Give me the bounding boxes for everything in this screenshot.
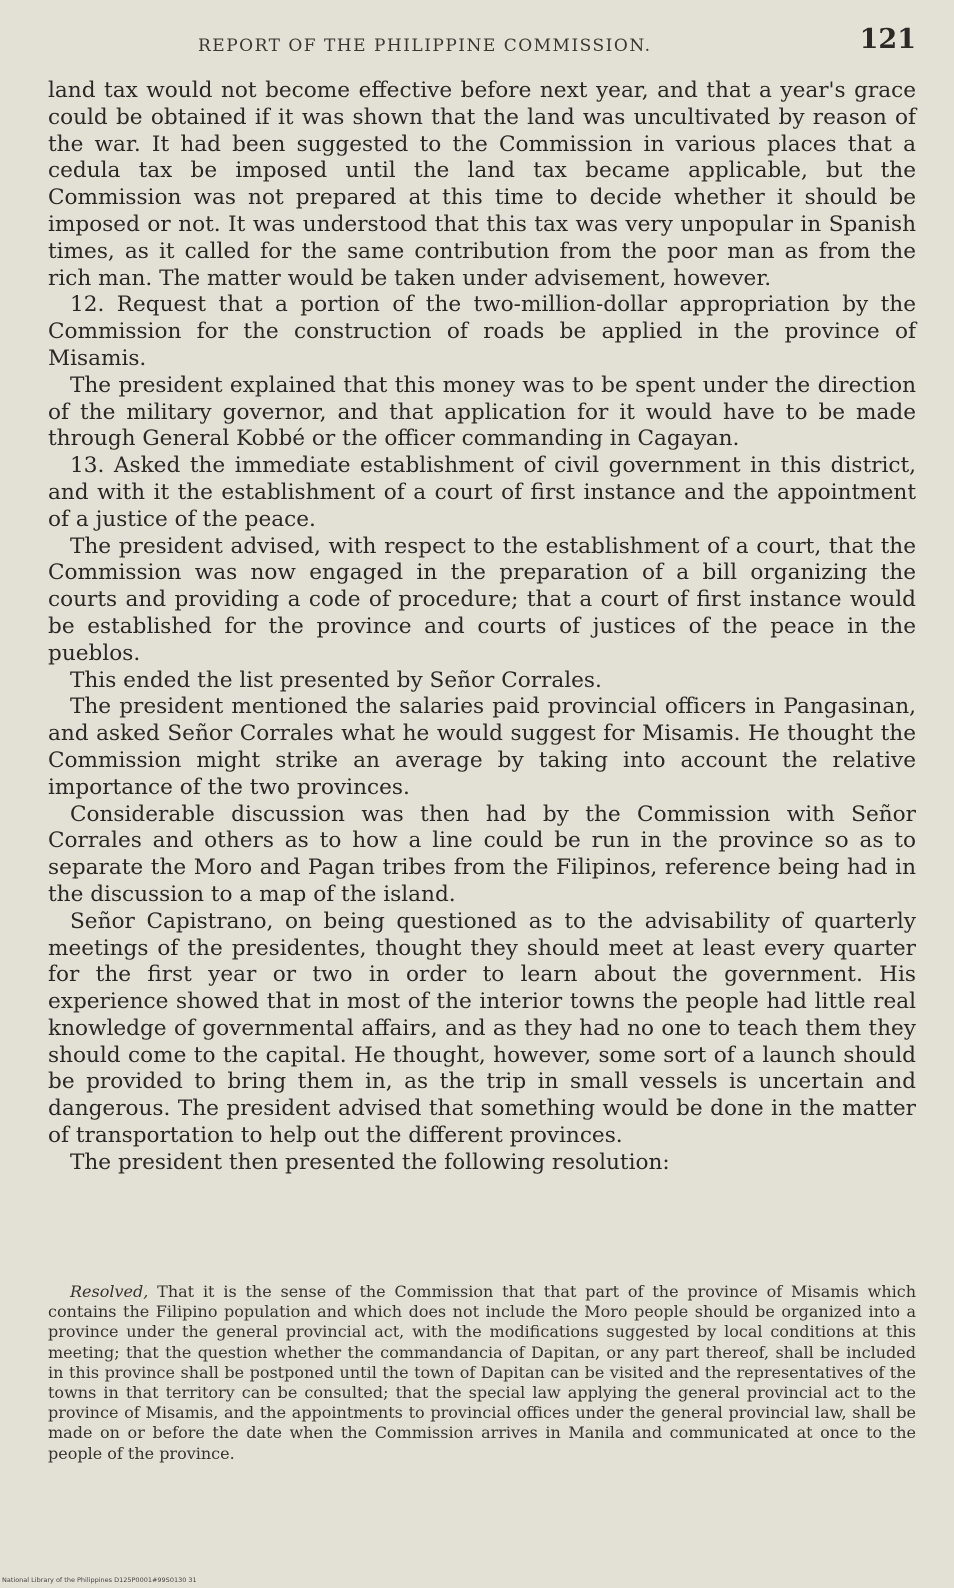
running-head: REPORT OF THE PHILIPPINE COMMISSION. (198, 36, 652, 56)
body-text (48, 78, 916, 1177)
paragraph-continued: land tax would not become effective before next year, and that a year's grace could be obtained if it was shown that the land was uncultivated by reason of the war. It had been suggested to the Commission in various places that a cedula tax be imposed until the land tax became applicable, but the Commission was not prepared at this time to decide whether it should be imposed or not. It was understood that this tax was very unpopular in Spanish times, as it called for the same contribution from the poor man as from the rich man. The matter would be taken under advisement, however. (48, 78, 916, 291)
page-number: 121 (859, 24, 916, 55)
resolution-text: That it is the sense of the Commission that that part of the province of Misamis which contains the Filipino population and which does not include the Moro people should be organized into a province under the general provincial act, with the modifications suggested by local conditions at this meeting; that the question whether the commandancia of Dapitan, or any part thereof, shall be included in this province shall be postponed until the town of Dapitan can be visited and the representatives of the towns in that territory can be consulted; that the special law applying the general provincial act to the province of Misamis, and the appointments to provincial offices under the general provincial law, shall be made on or before the date when the Commission arrives in Manila and communicated at once to the people of the province. (48, 1282, 916, 1463)
paragraph-discussion: Considerable discussion was then had by the Commission with Señor Corrales and others as to how a line could be run in the province so as to separate the Moro and Pagan tribes from the Filipinos, reference being had in the discussion to a map of the island. (48, 801, 916, 907)
paragraph-item-12: 12. Request that a portion of the two-million-dollar appropriation by the Commission for the construction of roads be applied in the province of Misamis. (48, 292, 916, 371)
resolution-block (48, 1282, 916, 1464)
library-credit: National Library of the Philippines D125P0001#99S0130 31 (2, 1576, 197, 1584)
paragraph-roads-reply: The president explained that this money was to be spent under the direction of the military governor, and that application for it would have to be made through General Kobbé or the officer commanding in Cagayan. (48, 372, 916, 452)
resolution-lead: Resolved, (70, 1282, 149, 1301)
paragraph-salaries: The president mentioned the salaries paid provincial officers in Pangasinan, and asked Señor Corrales what he would suggest for Misamis. He thought the Commission might strike an average by taking into account the relative importance of the two provinces. (48, 694, 916, 800)
paragraph-item-13: 13. Asked the immediate establishment of civil government in this district, and with it the establishment of a court of first instance and the appointment of a justice of the peace. (48, 453, 916, 532)
paragraph-capistrano: Señor Capistrano, on being questioned as to the advisability of quarterly meetings of the presidentes, thought they should meet at least every quarter for the first year or two in order to learn about the government. His experience showed that in most of the interior towns the people had little real knowledge of governmental affairs, and as they had no one to teach them they should come to the capital. He thought, however, some sort of a launch should be provided to bring them in, as the trip in small vessels is uncertain and dangerous. The president advised that something would be done in the matter of transportation to help out the different provinces. (48, 908, 916, 1149)
paragraph-list-ended: This ended the list presented by Señor Corrales. (70, 667, 602, 693)
page-header (48, 24, 916, 64)
paragraph-court-reply: The president advised, with respect to the establishment of a court, that the Commission was now engaged in the preparation of a bill organizing the courts and providing a code of procedure; that a court of first instance would be established for the province and courts of justices of the peace in the pueblos. (48, 533, 916, 666)
paragraph-resolution-intro: The president then presented the following resolution: (70, 1149, 670, 1175)
